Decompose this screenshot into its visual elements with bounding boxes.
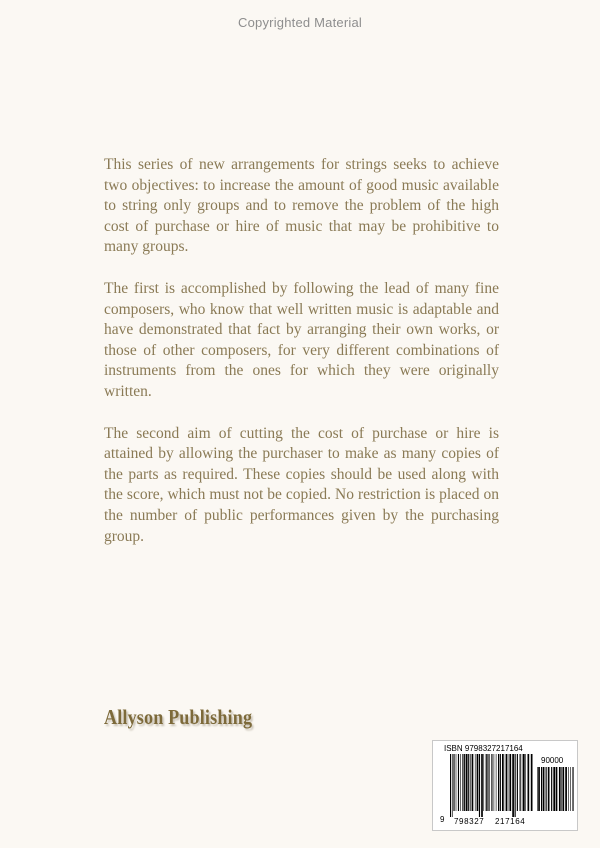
barcode-bar	[543, 767, 545, 811]
barcode-bar	[491, 754, 492, 811]
barcode-bar	[508, 754, 509, 811]
barcode-bar	[528, 754, 530, 811]
isbn-label: ISBN 9798327217164	[444, 744, 523, 753]
barcode-bar	[472, 754, 474, 811]
paragraph-first-aim: The first is accomplished by following the lead of many fine composers, who know that well written music is adaptable and have demonstrated that fact by arranging their own works, or those of other composers, for very different combinations of instruments from the ones for which they were originally written.	[104, 279, 499, 400]
barcode-bar	[531, 754, 533, 811]
barcode-bar	[489, 754, 490, 811]
barcode-bar	[523, 754, 525, 811]
isbn-barcode	[432, 740, 578, 831]
barcode-bar	[500, 754, 501, 811]
barcode-bar	[553, 767, 555, 811]
barcode-bar	[470, 754, 471, 811]
barcode-bar	[494, 754, 495, 811]
barcode-bar	[559, 767, 561, 811]
barcode-bar	[520, 754, 521, 811]
barcode-bar	[525, 754, 526, 811]
paragraph-second-aim: The second aim of cutting the cost of purchase or hire is attained by allowing the purchaser to make as many copies of the parts as required. These copies should be used along with the score, which must not be copied. No restriction is placed on the number of public performances given by the purchasing group.	[104, 424, 499, 545]
barcode-bar	[456, 754, 457, 811]
barcode-digits-right: 217164	[495, 817, 526, 826]
barcode-first-digit: 9	[440, 815, 445, 824]
barcode-digits-left: 798327	[454, 817, 485, 826]
price-code: 90000	[541, 756, 564, 765]
barcode-bar	[537, 767, 538, 811]
barcode-bar	[483, 754, 484, 811]
barcode-bar	[477, 754, 479, 811]
paragraph-objectives: This series of new arrangements for strings seeks to achieve two objectives: to increase the amount of good music available to string only groups and to remove the problem of the high cost of purchase or hire of music that may be prohibitive to many groups.	[104, 156, 499, 256]
barcode-bar	[468, 754, 469, 811]
barcode-bar	[486, 754, 487, 811]
barcode-bar	[452, 754, 453, 817]
barcode-bars-addon	[537, 767, 575, 817]
barcode-bar	[462, 754, 463, 811]
barcode-bar	[568, 767, 569, 811]
barcode-bar	[450, 754, 451, 817]
barcode-bar	[538, 767, 540, 811]
barcode-bar	[561, 767, 562, 811]
barcode-bar	[481, 754, 483, 817]
copyright-watermark-top: Copyrighted Material	[238, 15, 362, 30]
barcode-bar	[572, 767, 573, 811]
barcode-bar	[541, 767, 542, 811]
barcode-bar	[466, 754, 468, 811]
barcode-bar	[479, 754, 480, 817]
barcode-bar	[458, 754, 459, 811]
barcode-bar	[453, 754, 454, 811]
barcode-bar	[515, 754, 516, 817]
barcode-bar	[460, 754, 461, 811]
barcode-bar	[562, 767, 564, 811]
barcode-bar	[551, 767, 552, 811]
barcode-bar	[517, 754, 518, 811]
barcode-bar	[496, 754, 497, 811]
barcode-bar	[506, 754, 507, 811]
barcode-bar	[475, 754, 476, 811]
barcode-bar	[509, 754, 511, 811]
barcode-bar	[464, 754, 465, 811]
barcode-bar	[502, 754, 504, 811]
barcode-bar	[505, 754, 506, 811]
barcode-bar	[498, 754, 499, 811]
barcode-bar	[512, 754, 514, 817]
barcode-bar	[570, 767, 571, 811]
barcode-bar	[546, 767, 547, 811]
barcode-bar	[548, 767, 550, 811]
barcode-bar	[556, 767, 558, 811]
barcode-bars-main	[450, 754, 534, 817]
barcode-bar	[487, 754, 488, 811]
back-cover-description	[104, 155, 499, 568]
barcode-bar	[522, 754, 523, 811]
publisher-name: Allyson Publishing	[104, 705, 253, 729]
barcode-bar	[565, 767, 567, 811]
